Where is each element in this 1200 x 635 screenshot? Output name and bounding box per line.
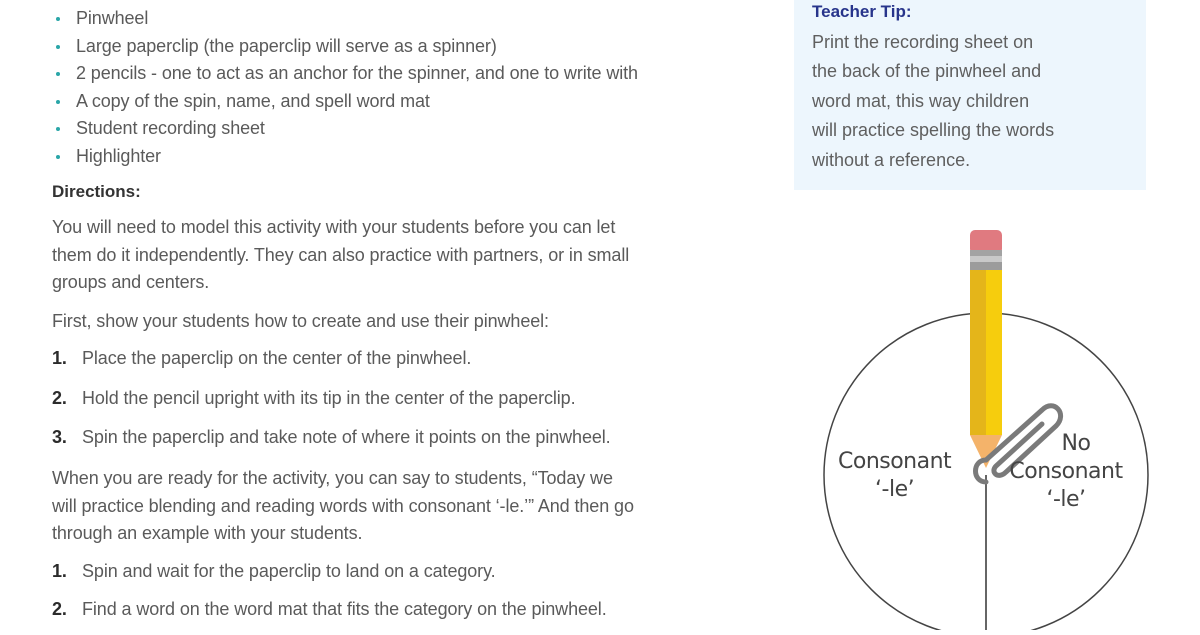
list-item: 2 pencils - one to act as an anchor for the spinner, and one to write with [52, 60, 638, 88]
bullet-icon [56, 127, 60, 131]
setup-step: 3. Spin the paperclip and take note of where it points on the pinwheel. [52, 427, 611, 447]
directions-heading: Directions: [52, 182, 141, 201]
ready-paragraph: When you are ready for the activity, you can say to students, “Today we will practice blending and reading words with consonant ‘-le.’” And then go through an example with your students. [52, 468, 634, 543]
pencil-icon [970, 230, 1002, 468]
activity-step: 1. Spin and wait for the paperclip to land on a category. [52, 561, 496, 581]
pinwheel-illustration [810, 220, 1170, 630]
list-item: Large paperclip (the paperclip will serve as a spinner) [52, 33, 638, 61]
bullet-icon [56, 45, 60, 49]
setup-step: 2. Hold the pencil upright with its tip in the center of the paperclip. [52, 388, 576, 408]
materials-list [52, 5, 638, 171]
pinwheel-graphic [810, 220, 1170, 630]
bullet-icon [56, 155, 60, 159]
list-item: A copy of the spin, name, and spell word mat [52, 88, 638, 116]
no-consonant-le-label: No Consonant ‘-le’ [1009, 431, 1123, 512]
bullet-icon [56, 100, 60, 104]
consonant-le-label: Consonant ‘-le’ [838, 449, 952, 502]
first-line: First, show your students how to create and use their pinwheel: [52, 311, 549, 331]
intro-paragraph: You will need to model this activity with your students before you can let them do it independently. They can also practice with partners, or in small groups and centers. [52, 217, 630, 292]
activity-step: 2. Find a word on the word mat that fits the category on the pinwheel. [52, 599, 607, 619]
list-item: Pinwheel [52, 5, 638, 33]
setup-step: 1. Place the paperclip on the center of the pinwheel. [52, 348, 472, 368]
list-item: Student recording sheet [52, 115, 638, 143]
list-item: Highlighter [52, 143, 638, 171]
teacher-tip-box [794, 0, 1146, 190]
bullet-icon [56, 72, 60, 76]
teacher-tip-title: Teacher Tip: [812, 2, 912, 21]
bullet-icon [56, 17, 60, 21]
teacher-tip-body: Print the recording sheet on the back of the pinwheel and word mat, this way children will practice spelling the words without a reference. [812, 32, 1055, 170]
